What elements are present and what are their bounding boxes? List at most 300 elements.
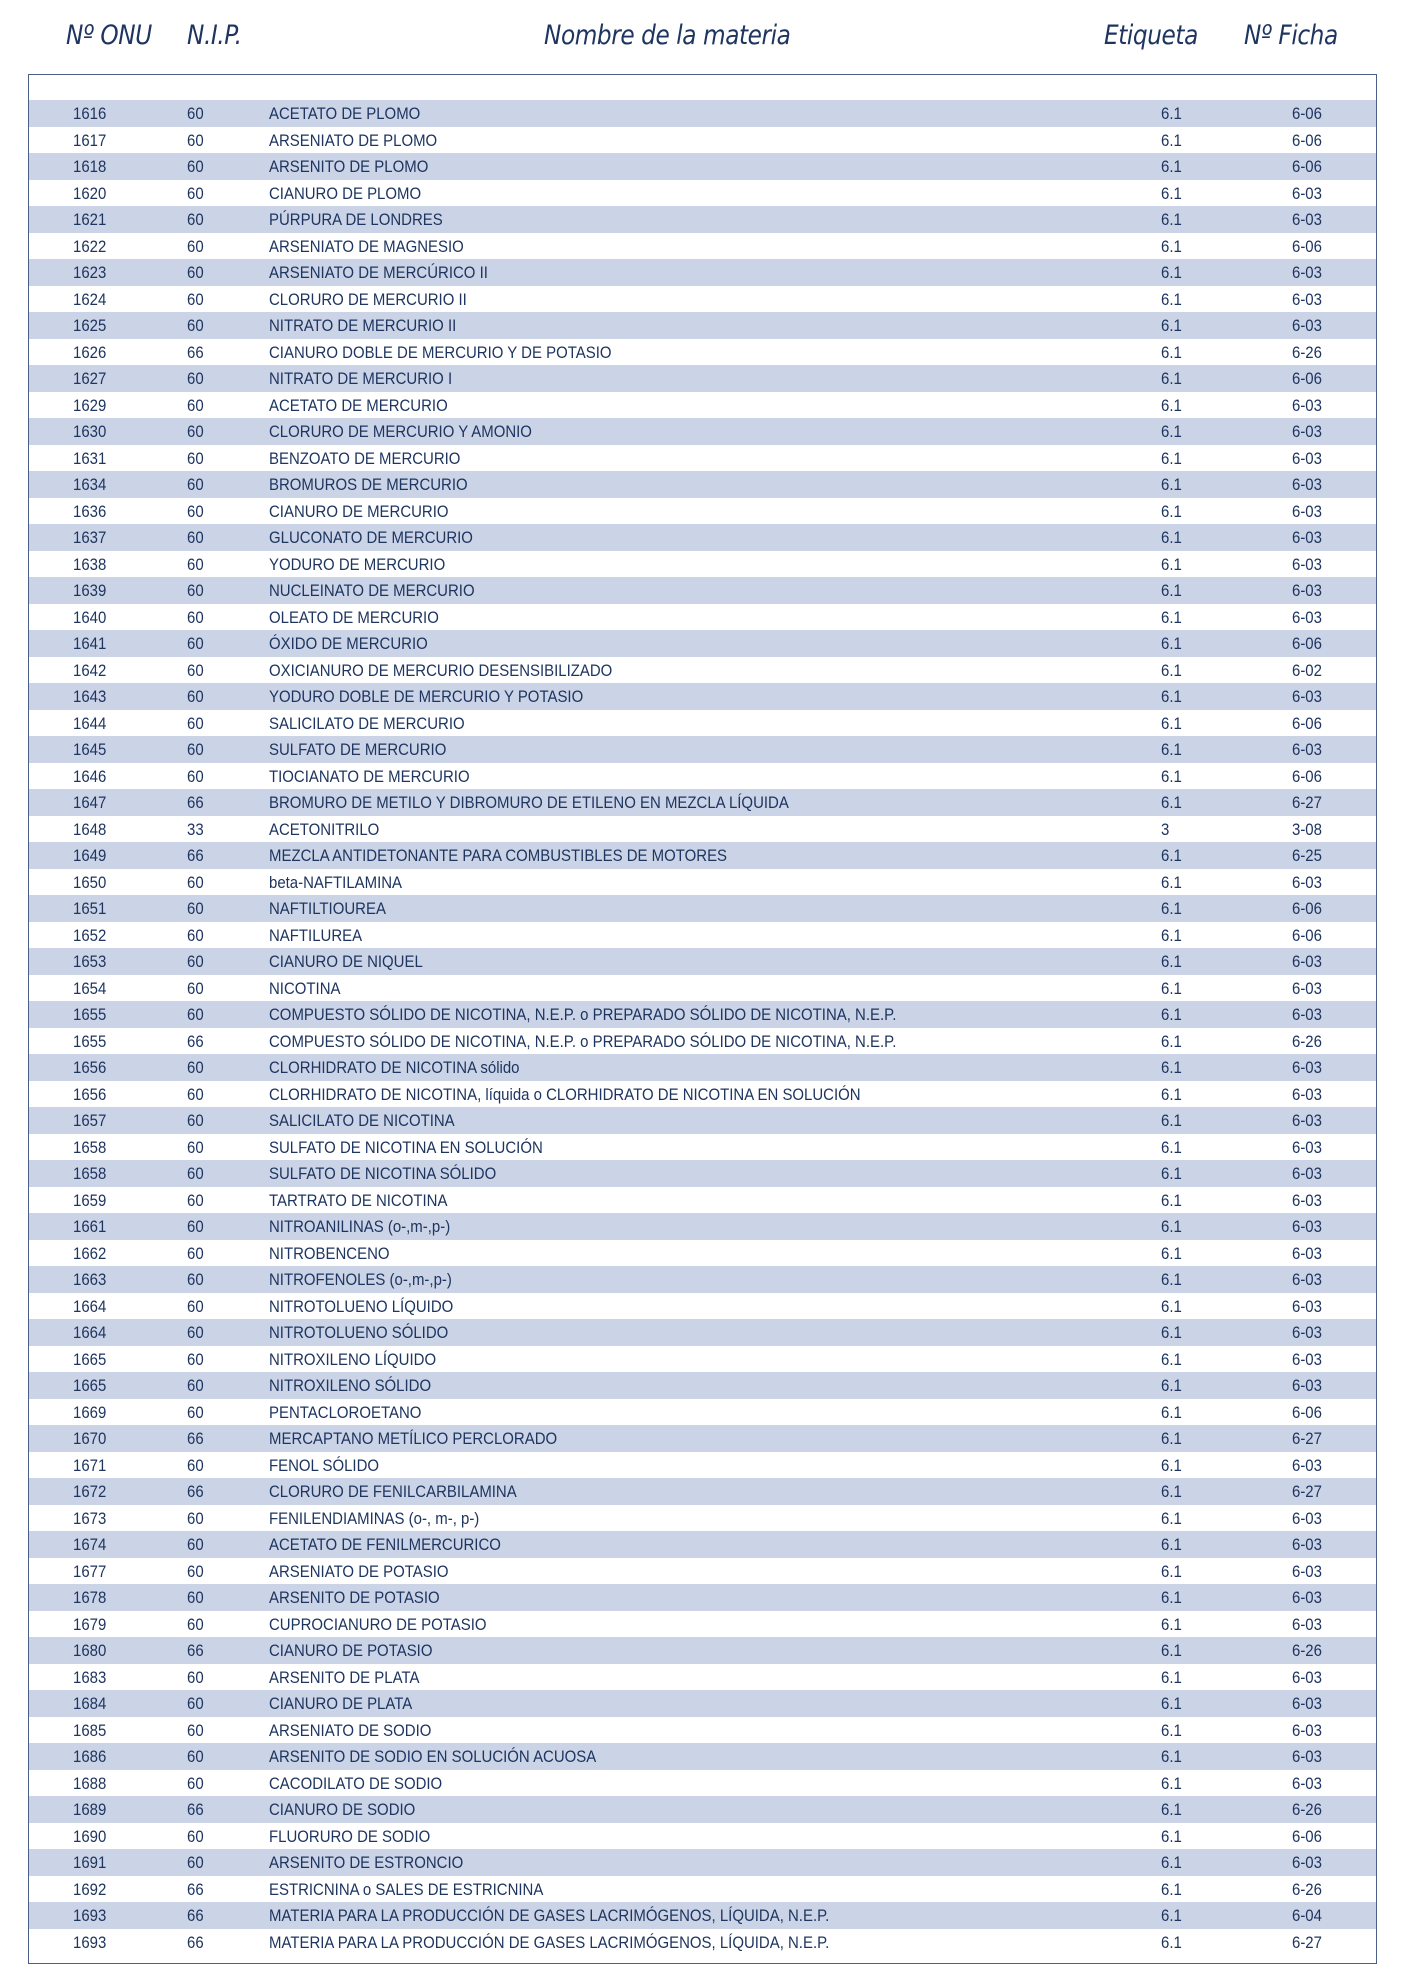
cell-etiqueta: 6.1 (1161, 1323, 1182, 1342)
cell-etiqueta: 6.1 (1161, 740, 1182, 759)
cell-etiqueta: 6.1 (1161, 1535, 1182, 1554)
table-row (29, 1929, 1376, 1956)
cell-material-name: ACETATO DE FENILMERCURICO (269, 1535, 501, 1554)
cell-etiqueta: 6.1 (1161, 422, 1182, 441)
cell-etiqueta: 6.1 (1161, 1111, 1182, 1130)
cell-onu: 1631 (73, 448, 107, 468)
cell-onu: 1662 (73, 1243, 107, 1263)
table-row (29, 895, 1376, 922)
cell-nip: 60 (187, 157, 204, 176)
table-row (29, 736, 1376, 763)
cell-nip: 60 (187, 1164, 204, 1183)
table-row (29, 445, 1376, 472)
cell-onu: 1630 (73, 422, 107, 441)
table-row (29, 127, 1376, 154)
cell-material-name: CIANURO DE PLATA (269, 1694, 413, 1713)
cell-ficha: 6-06 (1292, 713, 1322, 733)
table-row (29, 418, 1376, 445)
table-row (29, 498, 1376, 525)
cell-material-name: TARTRATO DE NICOTINA (269, 1190, 448, 1210)
cell-material-name: PÚRPURA DE LONDRES (269, 210, 443, 229)
cell-nip: 60 (187, 607, 204, 627)
cell-onu: 1620 (73, 183, 107, 203)
cell-ficha: 6-03 (1292, 210, 1322, 229)
table-row (29, 1081, 1376, 1108)
cell-onu: 1693 (73, 1906, 107, 1925)
cell-ficha: 6-03 (1292, 1349, 1322, 1369)
cell-onu: 1639 (73, 581, 107, 600)
cell-ficha: 6-03 (1292, 528, 1322, 547)
cell-ficha: 6-06 (1292, 1826, 1322, 1846)
cell-etiqueta: 6.1 (1161, 104, 1182, 123)
cell-ficha: 6-03 (1292, 289, 1322, 309)
table-row (29, 1902, 1376, 1929)
cell-ficha: 6-27 (1292, 1429, 1322, 1448)
cell-material-name: CUPROCIANURO DE POTASIO (269, 1614, 487, 1634)
cell-etiqueta: 6.1 (1161, 846, 1182, 865)
cell-nip: 60 (187, 1694, 204, 1713)
cell-ficha: 6-03 (1292, 1217, 1322, 1236)
cell-ficha: 6-06 (1292, 925, 1322, 945)
cell-onu: 1684 (73, 1694, 107, 1713)
cell-nip: 60 (187, 634, 204, 653)
cell-etiqueta: 6.1 (1161, 501, 1182, 521)
cell-nip: 60 (187, 899, 204, 918)
table-row (29, 1796, 1376, 1823)
cell-material-name: ACETONITRILO (269, 819, 380, 839)
table-row (29, 1505, 1376, 1532)
cell-material-name: ARSENITO DE POTASIO (269, 1588, 440, 1607)
cell-etiqueta: 6.1 (1161, 1588, 1182, 1607)
cell-onu: 1692 (73, 1879, 107, 1899)
cell-etiqueta: 6.1 (1161, 1720, 1182, 1740)
cell-ficha: 6-06 (1292, 157, 1322, 176)
table-row (29, 604, 1376, 631)
cell-nip: 66 (187, 1641, 204, 1660)
cell-material-name: COMPUESTO SÓLIDO DE NICOTINA, N.E.P. o PREPARADO SÓLIDO DE NICOTINA, N.E.P. (269, 1031, 897, 1051)
cell-etiqueta: 6.1 (1161, 183, 1182, 203)
cell-etiqueta: 6.1 (1161, 475, 1182, 494)
cell-material-name: beta-NAFTILAMINA (269, 872, 403, 892)
cell-material-name: BENZOATO DE MERCURIO (269, 448, 461, 468)
cell-ficha: 6-03 (1292, 422, 1322, 441)
cell-ficha: 6-26 (1292, 1031, 1322, 1051)
cell-onu: 1658 (73, 1164, 107, 1183)
cell-ficha: 6-03 (1292, 1190, 1322, 1210)
cell-etiqueta: 6.1 (1161, 1932, 1182, 1952)
cell-etiqueta: 6.1 (1161, 1031, 1182, 1051)
cell-ficha: 6-03 (1292, 1137, 1322, 1157)
table-row (29, 1743, 1376, 1770)
cell-ficha: 6-03 (1292, 1164, 1322, 1183)
cell-material-name: ACETATO DE PLOMO (269, 104, 421, 123)
cell-etiqueta: 6.1 (1161, 1853, 1182, 1872)
cell-nip: 60 (187, 1270, 204, 1289)
cell-material-name: CIANURO DE PLOMO (269, 183, 422, 203)
table-row (29, 233, 1376, 260)
cell-nip: 60 (187, 1853, 204, 1872)
cell-nip: 60 (187, 395, 204, 415)
cell-material-name: TIOCIANATO DE MERCURIO (269, 766, 470, 786)
cell-onu: 1656 (73, 1058, 107, 1077)
table-row (29, 1584, 1376, 1611)
table-row (29, 1770, 1376, 1797)
cell-material-name: NITROXILENO SÓLIDO (269, 1376, 432, 1395)
cell-ficha: 6-03 (1292, 1270, 1322, 1289)
cell-onu: 1645 (73, 740, 107, 759)
cell-etiqueta: 6.1 (1161, 1614, 1182, 1634)
cell-onu: 1648 (73, 819, 107, 839)
cell-onu: 1643 (73, 687, 107, 706)
cell-nip: 60 (187, 1747, 204, 1766)
cell-material-name: NUCLEINATO DE MERCURIO (269, 581, 475, 600)
table-row (29, 180, 1376, 207)
table-row (29, 339, 1376, 366)
cell-ficha: 6-26 (1292, 342, 1322, 362)
table-row (29, 789, 1376, 816)
cell-material-name: SALICILATO DE MERCURIO (269, 713, 465, 733)
cell-ficha: 6-06 (1292, 1402, 1322, 1422)
table-row (29, 630, 1376, 657)
cell-onu: 1693 (73, 1932, 107, 1952)
cell-onu: 1658 (73, 1137, 107, 1157)
cell-material-name: BROMURO DE METILO Y DIBROMURO DE ETILENO EN MEZCLA LÍQUIDA (269, 793, 789, 812)
header-nip: N.I.P. (187, 20, 242, 51)
cell-onu: 1650 (73, 872, 107, 892)
cell-ficha: 6-27 (1292, 1932, 1322, 1952)
cell-nip: 66 (187, 1031, 204, 1051)
cell-onu: 1646 (73, 766, 107, 786)
table-row (29, 392, 1376, 419)
cell-material-name: ESTRICNINA o SALES DE ESTRICNINA (269, 1879, 544, 1899)
table-row (29, 1531, 1376, 1558)
cell-material-name: ARSENIATO DE POTASIO (269, 1561, 449, 1581)
cell-etiqueta: 3 (1161, 819, 1170, 839)
cell-ficha: 6-03 (1292, 501, 1322, 521)
cell-nip: 60 (187, 581, 204, 600)
cell-etiqueta: 6.1 (1161, 395, 1182, 415)
cell-nip: 66 (187, 1800, 204, 1819)
cell-ficha: 6-04 (1292, 1906, 1322, 1925)
cell-etiqueta: 6.1 (1161, 660, 1182, 680)
cell-etiqueta: 6.1 (1161, 1164, 1182, 1183)
cell-material-name: NITROTOLUENO LÍQUIDO (269, 1296, 454, 1316)
table-row (29, 842, 1376, 869)
cell-etiqueta: 6.1 (1161, 448, 1182, 468)
table-row (29, 948, 1376, 975)
cell-onu: 1665 (73, 1349, 107, 1369)
cell-ficha: 6-03 (1292, 1243, 1322, 1263)
cell-onu: 1621 (73, 210, 107, 229)
cell-etiqueta: 6.1 (1161, 130, 1182, 150)
table-row (29, 1399, 1376, 1426)
cell-nip: 60 (187, 925, 204, 945)
cell-etiqueta: 6.1 (1161, 342, 1182, 362)
cell-onu: 1655 (73, 1031, 107, 1051)
cell-material-name: FENILENDIAMINAS (o-, m-, p-) (269, 1508, 480, 1528)
cell-material-name: NITROXILENO LÍQUIDO (269, 1349, 437, 1369)
table-row (29, 286, 1376, 313)
cell-onu: 1683 (73, 1667, 107, 1687)
cell-etiqueta: 6.1 (1161, 687, 1182, 706)
cell-etiqueta: 6.1 (1161, 766, 1182, 786)
cell-ficha: 6-06 (1292, 899, 1322, 918)
cell-nip: 60 (187, 1614, 204, 1634)
cell-ficha: 6-03 (1292, 263, 1322, 282)
cell-material-name: YODURO DOBLE DE MERCURIO Y POTASIO (269, 687, 584, 706)
cell-onu: 1673 (73, 1508, 107, 1528)
cell-material-name: SALICILATO DE NICOTINA (269, 1111, 455, 1130)
cell-nip: 60 (187, 1455, 204, 1475)
cell-nip: 66 (187, 1932, 204, 1952)
cell-material-name: ARSENITO DE SODIO EN SOLUCIÓN ACUOSA (269, 1747, 597, 1766)
table-row (29, 1001, 1376, 1028)
cell-ficha: 6-06 (1292, 104, 1322, 123)
cell-onu: 1686 (73, 1747, 107, 1766)
cell-etiqueta: 6.1 (1161, 1879, 1182, 1899)
cell-ficha: 6-03 (1292, 1376, 1322, 1395)
table-row (29, 365, 1376, 392)
cell-material-name: ARSENIATO DE MERCÚRICO II (269, 263, 488, 282)
cell-onu: 1690 (73, 1826, 107, 1846)
cell-nip: 60 (187, 660, 204, 680)
cell-nip: 60 (187, 369, 204, 388)
table-row (29, 1558, 1376, 1585)
cell-onu: 1685 (73, 1720, 107, 1740)
cell-onu: 1617 (73, 130, 107, 150)
cell-etiqueta: 6.1 (1161, 316, 1182, 335)
table-row (29, 312, 1376, 339)
cell-onu: 1655 (73, 1005, 107, 1024)
cell-onu: 1679 (73, 1614, 107, 1634)
cell-onu: 1661 (73, 1217, 107, 1236)
table-row (29, 657, 1376, 684)
cell-onu: 1688 (73, 1773, 107, 1793)
cell-onu: 1642 (73, 660, 107, 680)
cell-onu: 1652 (73, 925, 107, 945)
table-row (29, 816, 1376, 843)
cell-etiqueta: 6.1 (1161, 263, 1182, 282)
cell-onu: 1623 (73, 263, 107, 282)
cell-ficha: 6-03 (1292, 1853, 1322, 1872)
cell-onu: 1678 (73, 1588, 107, 1607)
cell-ficha: 6-27 (1292, 793, 1322, 812)
cell-ficha: 6-06 (1292, 766, 1322, 786)
table-row (29, 683, 1376, 710)
cell-ficha: 6-03 (1292, 1005, 1322, 1024)
cell-ficha: 6-26 (1292, 1800, 1322, 1819)
cell-ficha: 6-03 (1292, 183, 1322, 203)
cell-etiqueta: 6.1 (1161, 952, 1182, 971)
cell-ficha: 6-03 (1292, 1111, 1322, 1130)
cell-onu: 1664 (73, 1323, 107, 1342)
cell-onu: 1625 (73, 316, 107, 335)
cell-etiqueta: 6.1 (1161, 1243, 1182, 1263)
cell-material-name: CLORURO DE MERCURIO Y AMONIO (269, 422, 532, 441)
cell-material-name: YODURO DE MERCURIO (269, 554, 446, 574)
cell-nip: 60 (187, 1296, 204, 1316)
cell-ficha: 6-03 (1292, 952, 1322, 971)
cell-material-name: FLUORURO DE SODIO (269, 1826, 431, 1846)
table-row (29, 551, 1376, 578)
table-row (29, 1690, 1376, 1717)
table-row (29, 710, 1376, 737)
cell-nip: 60 (187, 1243, 204, 1263)
cell-ficha: 6-03 (1292, 1323, 1322, 1342)
cell-nip: 60 (187, 766, 204, 786)
cell-ficha: 6-03 (1292, 581, 1322, 600)
cell-etiqueta: 6.1 (1161, 236, 1182, 256)
cell-nip: 60 (187, 1349, 204, 1369)
cell-nip: 66 (187, 793, 204, 812)
cell-material-name: MEZCLA ANTIDETONANTE PARA COMBUSTIBLES DE MOTORES (269, 846, 728, 865)
cell-onu: 1665 (73, 1376, 107, 1395)
cell-material-name: NICOTINA (269, 978, 341, 998)
cell-material-name: SULFATO DE MERCURIO (269, 740, 447, 759)
table-row (29, 1107, 1376, 1134)
cell-material-name: SULFATO DE NICOTINA EN SOLUCIÓN (269, 1137, 543, 1157)
cell-ficha: 6-02 (1292, 660, 1322, 680)
cell-onu: 1663 (73, 1270, 107, 1289)
cell-ficha: 3-08 (1292, 819, 1322, 839)
cell-onu: 1671 (73, 1455, 107, 1475)
cell-etiqueta: 6.1 (1161, 1137, 1182, 1157)
cell-material-name: NAFTILUREA (269, 925, 363, 945)
cell-material-name: OXICIANURO DE MERCURIO DESENSIBILIZADO (269, 660, 613, 680)
cell-onu: 1654 (73, 978, 107, 998)
cell-ficha: 6-06 (1292, 369, 1322, 388)
cell-onu: 1672 (73, 1482, 107, 1501)
cell-etiqueta: 6.1 (1161, 1084, 1182, 1104)
cell-ficha: 6-03 (1292, 395, 1322, 415)
cell-ficha: 6-03 (1292, 1588, 1322, 1607)
cell-material-name: ARSENITO DE PLOMO (269, 157, 429, 176)
cell-material-name: MATERIA PARA LA PRODUCCIÓN DE GASES LACRIMÓGENOS, LÍQUIDA, N.E.P. (269, 1932, 830, 1952)
cell-nip: 60 (187, 1084, 204, 1104)
table-row (29, 259, 1376, 286)
table-row (29, 1319, 1376, 1346)
cell-nip: 60 (187, 316, 204, 335)
cell-onu: 1626 (73, 342, 107, 362)
cell-material-name: CIANURO DE MERCURIO (269, 501, 449, 521)
cell-ficha: 6-03 (1292, 740, 1322, 759)
cell-onu: 1622 (73, 236, 107, 256)
table-row (29, 524, 1376, 551)
table-row (29, 1849, 1376, 1876)
table-row (29, 869, 1376, 896)
cell-etiqueta: 6.1 (1161, 899, 1182, 918)
cell-nip: 60 (187, 1402, 204, 1422)
cell-onu: 1664 (73, 1296, 107, 1316)
cell-material-name: NITROTOLUENO SÓLIDO (269, 1323, 449, 1342)
cell-etiqueta: 6.1 (1161, 1402, 1182, 1422)
table-row (29, 1240, 1376, 1267)
cell-material-name: FENOL SÓLIDO (269, 1455, 380, 1475)
table-row (29, 1637, 1376, 1664)
cell-ficha: 6-03 (1292, 1084, 1322, 1104)
cell-nip: 60 (187, 130, 204, 150)
cell-etiqueta: 6.1 (1161, 1773, 1182, 1793)
cell-ficha: 6-03 (1292, 475, 1322, 494)
cell-material-name: OLEATO DE MERCURIO (269, 607, 439, 627)
cell-material-name: CLORHIDRATO DE NICOTINA, líquida o CLORHIDRATO DE NICOTINA EN SOLUCIÓN (269, 1084, 861, 1104)
cell-ficha: 6-06 (1292, 130, 1322, 150)
cell-ficha: 6-26 (1292, 1641, 1322, 1660)
cell-etiqueta: 6.1 (1161, 210, 1182, 229)
table-row (29, 1452, 1376, 1479)
cell-nip: 60 (187, 501, 204, 521)
cell-etiqueta: 6.1 (1161, 369, 1182, 388)
table-row (29, 1664, 1376, 1691)
cell-onu: 1644 (73, 713, 107, 733)
table-row (29, 975, 1376, 1002)
table-row (29, 1293, 1376, 1320)
cell-nip: 60 (187, 1058, 204, 1077)
cell-material-name: CIANURO DE POTASIO (269, 1641, 433, 1660)
cell-etiqueta: 6.1 (1161, 1058, 1182, 1077)
table-body (29, 100, 1376, 1955)
cell-nip: 60 (187, 528, 204, 547)
cell-ficha: 6-03 (1292, 1773, 1322, 1793)
table-row (29, 1372, 1376, 1399)
table-row (29, 1876, 1376, 1903)
cell-nip: 60 (187, 554, 204, 574)
cell-material-name: GLUCONATO DE MERCURIO (269, 528, 473, 547)
cell-nip: 60 (187, 1720, 204, 1740)
table-row (29, 1478, 1376, 1505)
cell-material-name: BROMUROS DE MERCURIO (269, 475, 468, 494)
cell-onu: 1641 (73, 634, 107, 653)
cell-onu: 1627 (73, 369, 107, 388)
cell-onu: 1637 (73, 528, 107, 547)
table-row (29, 471, 1376, 498)
cell-ficha: 6-03 (1292, 687, 1322, 706)
cell-etiqueta: 6.1 (1161, 1747, 1182, 1766)
cell-ficha: 6-03 (1292, 1508, 1322, 1528)
cell-etiqueta: 6.1 (1161, 1296, 1182, 1316)
cell-etiqueta: 6.1 (1161, 1641, 1182, 1660)
cell-material-name: ÓXIDO DE MERCURIO (269, 634, 428, 653)
cell-material-name: ARSENITO DE ESTRONCIO (269, 1853, 464, 1872)
cell-etiqueta: 6.1 (1161, 1561, 1182, 1581)
cell-etiqueta: 6.1 (1161, 289, 1182, 309)
cell-etiqueta: 6.1 (1161, 1190, 1182, 1210)
header-onu: Nº ONU (66, 20, 152, 51)
cell-onu: 1653 (73, 952, 107, 971)
cell-nip: 60 (187, 1773, 204, 1793)
cell-ficha: 6-03 (1292, 316, 1322, 335)
cell-material-name: COMPUESTO SÓLIDO DE NICOTINA, N.E.P. o PREPARADO SÓLIDO DE NICOTINA, N.E.P. (269, 1005, 897, 1024)
cell-etiqueta: 6.1 (1161, 634, 1182, 653)
cell-etiqueta: 6.1 (1161, 1667, 1182, 1687)
cell-material-name: PENTACLOROETANO (269, 1402, 422, 1422)
table-row (29, 763, 1376, 790)
cell-nip: 60 (187, 210, 204, 229)
cell-nip: 60 (187, 263, 204, 282)
cell-onu: 1618 (73, 157, 107, 176)
cell-nip: 66 (187, 1879, 204, 1899)
table-row (29, 1160, 1376, 1187)
cell-nip: 60 (187, 1217, 204, 1236)
cell-ficha: 6-03 (1292, 978, 1322, 998)
cell-onu: 1669 (73, 1402, 107, 1422)
cell-etiqueta: 6.1 (1161, 1826, 1182, 1846)
table-row (29, 1054, 1376, 1081)
cell-onu: 1677 (73, 1561, 107, 1581)
cell-nip: 60 (187, 1005, 204, 1024)
cell-onu: 1647 (73, 793, 107, 812)
cell-nip: 60 (187, 1826, 204, 1846)
